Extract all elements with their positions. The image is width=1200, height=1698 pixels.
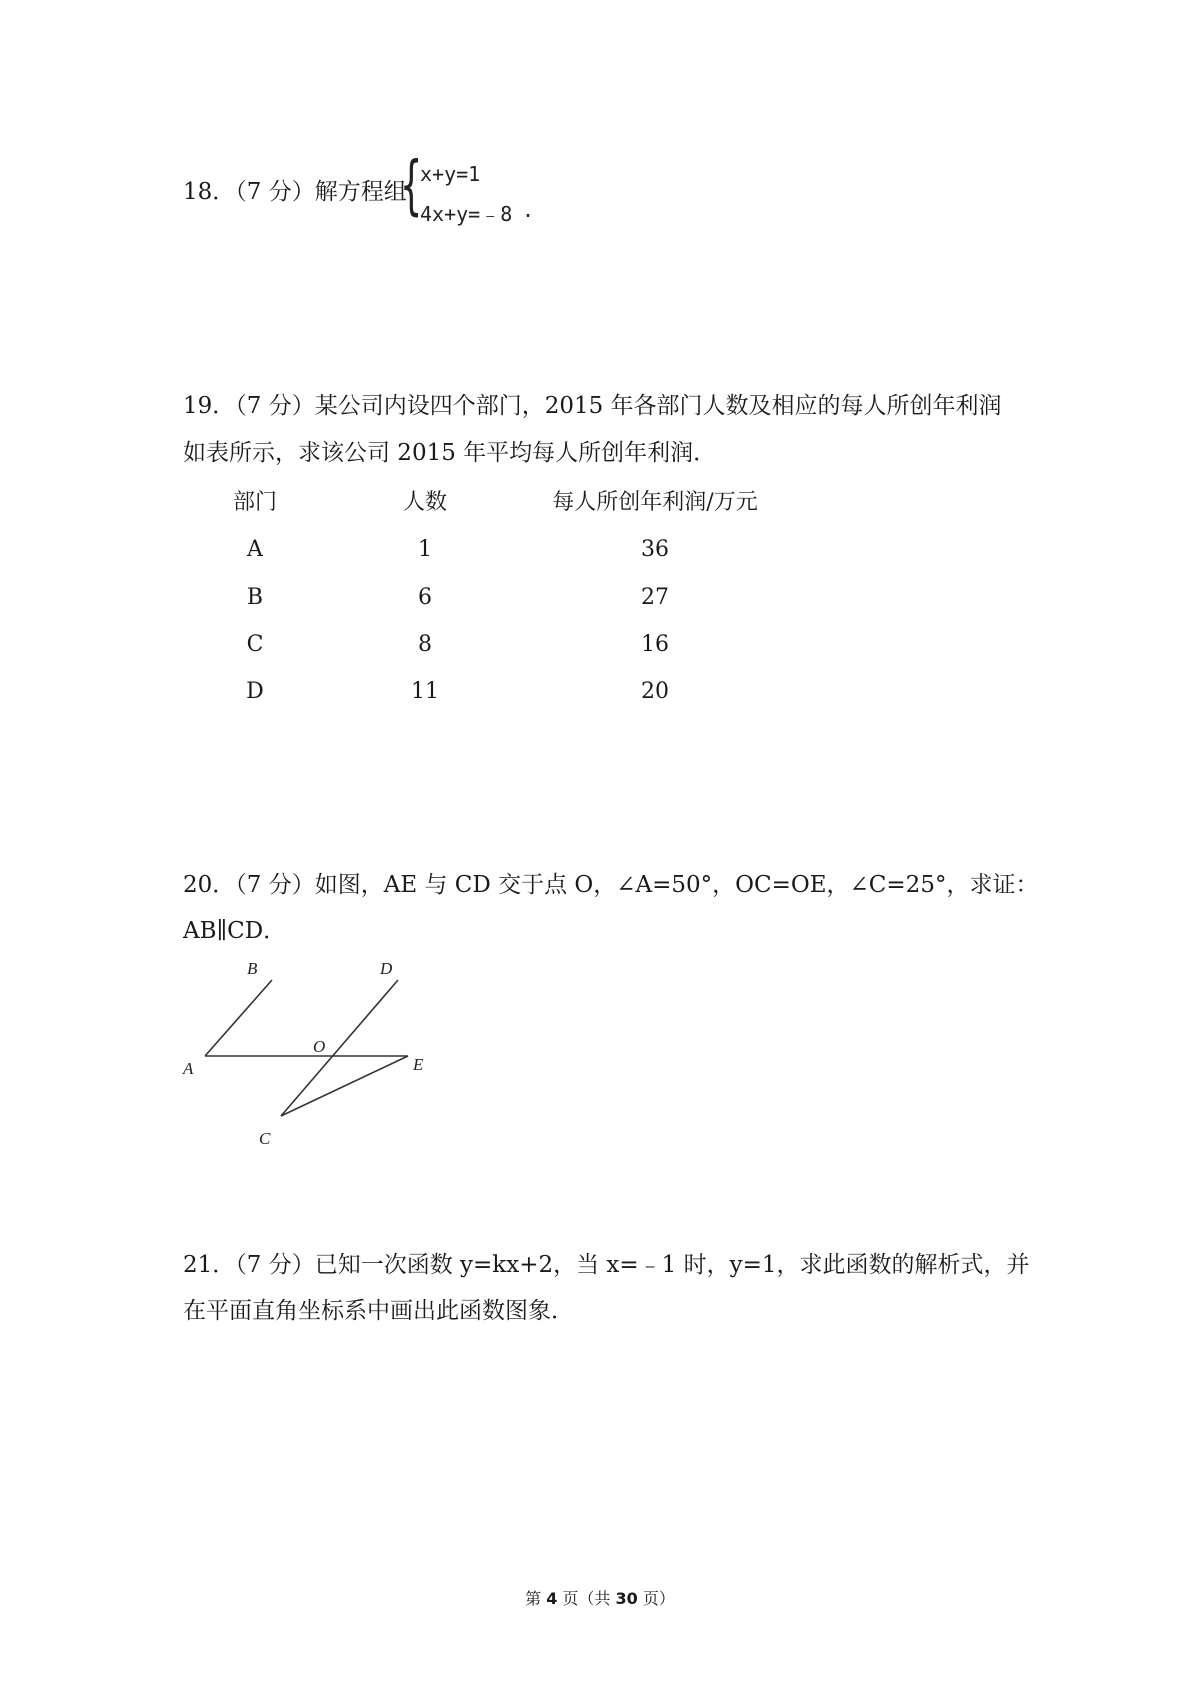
- question-21-line-1: 21．（7 分）已知一次函数 y=kx+2，当 x=﹣1 时，y=1，求此函数的解析式，并: [183, 1252, 1030, 1278]
- table-cell: 11: [411, 679, 439, 704]
- question-21-line-2: 在平面直角坐标系中画出此函数图象．: [183, 1298, 574, 1324]
- table-header-profit: 每人所创年利润/万元: [552, 490, 758, 515]
- footer-page-number: 4: [546, 1589, 558, 1608]
- table-cell: 8: [418, 632, 432, 657]
- table-header-department: 部门: [232, 490, 277, 515]
- table-cell: A: [247, 537, 263, 562]
- footer-total-pages: 30: [615, 1589, 638, 1608]
- footer-pre: 第: [525, 1589, 547, 1608]
- label-a: A: [183, 1059, 194, 1078]
- footer-mid: 页（共: [557, 1589, 616, 1608]
- geometry-figure: [175, 948, 435, 1148]
- question-19-line-2: 如表所示，求该公司 2015 年平均每人所创年利润．: [183, 440, 717, 466]
- table-cell: 1: [418, 537, 432, 562]
- label-d: D: [380, 959, 393, 978]
- table-cell: 36: [641, 537, 669, 562]
- question-20-line-1: 20．（7 分）如图，AE 与 CD 交于点 O，∠A=50°，OC=OE，∠C=25°，求证：: [183, 872, 1039, 898]
- question-18-text: 18．（7 分）解方程组: [183, 179, 407, 205]
- equation-period: .: [522, 198, 535, 222]
- label-c: C: [259, 1129, 271, 1148]
- segment-ab: [205, 980, 272, 1056]
- footer-post: 页）: [637, 1589, 675, 1608]
- equation-system: [400, 149, 540, 228]
- segment-cd: [281, 980, 398, 1116]
- label-b: B: [247, 959, 258, 978]
- segment-ce: [281, 1056, 408, 1116]
- table-cell: D: [246, 679, 264, 704]
- table-cell: B: [246, 585, 264, 610]
- equation-2: 4x+y=﹣8: [420, 202, 513, 226]
- table-cell: 16: [641, 632, 669, 657]
- table-cell: C: [246, 632, 264, 657]
- equation-1: x+y=1: [420, 162, 481, 186]
- question-19-line-1: 19．（7 分）某公司内设四个部门，2015 年各部门人数及相应的每人所创年利润: [183, 393, 1002, 419]
- table-cell: 27: [641, 585, 669, 610]
- left-brace-icon: {: [400, 149, 423, 223]
- question-20-line-2: AB∥CD．: [183, 918, 287, 944]
- table-cell: 20: [641, 679, 669, 704]
- label-o: O: [313, 1037, 326, 1056]
- page-footer: [0, 1586, 1200, 1609]
- table-cell: 6: [418, 585, 432, 610]
- table-header-headcount: 人数: [402, 490, 447, 515]
- label-e: E: [413, 1055, 424, 1074]
